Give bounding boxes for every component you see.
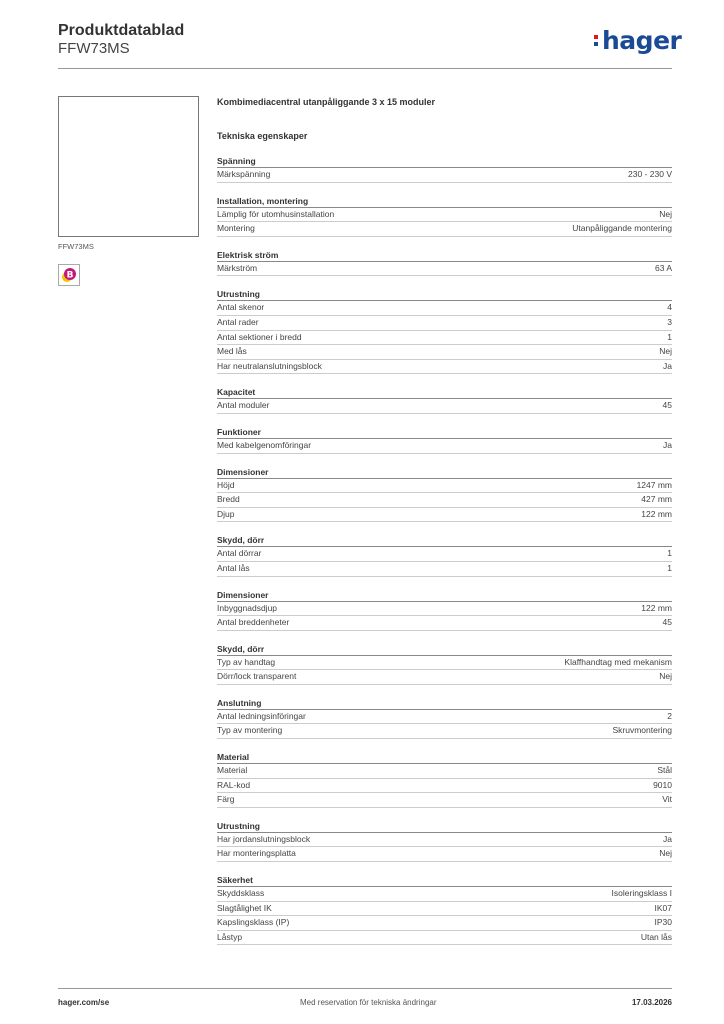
spec-value: IK07: [654, 902, 672, 913]
spec-label: Med kabelgenomföringar: [217, 439, 312, 450]
section-title: Elektrisk ström: [217, 249, 672, 262]
spec-sections: [217, 155, 672, 945]
spec-row: [217, 616, 672, 631]
spec-value: 63 A: [654, 262, 672, 273]
spec-section: [217, 589, 672, 631]
spec-value: Nej: [659, 208, 672, 219]
b-label-badge-icon: [58, 264, 80, 286]
section-title: Skydd, dörr: [217, 643, 672, 656]
spec-label: Inbyggnadsdjup: [217, 602, 278, 613]
spec-value: 2: [667, 710, 672, 721]
spec-section: [217, 751, 672, 808]
spec-row: [217, 360, 672, 375]
section-title: Kapacitet: [217, 386, 672, 399]
spec-label: Typ av handtag: [217, 656, 276, 667]
spec-value: 122 mm: [641, 508, 672, 519]
spec-label: Antal skenor: [217, 302, 265, 313]
spec-label: Har jordanslutningsblock: [217, 833, 311, 844]
spec-row: [217, 301, 672, 316]
spec-value: Klaffhandtag med mekanism: [564, 656, 672, 667]
spec-value: Nej: [659, 671, 672, 682]
spec-row: [217, 316, 672, 331]
section-title: Utrustning: [217, 820, 672, 833]
footer-disclaimer: Med reservation för tekniska ändringar: [300, 998, 437, 1007]
spec-row: [217, 562, 672, 577]
section-title: Dimensioner: [217, 589, 672, 602]
spec-label: RAL-kod: [217, 779, 251, 790]
section-title: Material: [217, 751, 672, 764]
spec-row: [217, 902, 672, 917]
spec-label: Montering: [217, 223, 255, 234]
spec-label: Höjd: [217, 479, 235, 490]
spec-label: Med lås: [217, 346, 247, 357]
spec-value: 1247 mm: [636, 479, 672, 490]
spec-row: [217, 439, 672, 454]
footer-date: 17.03.2026: [631, 998, 672, 1007]
spec-label: Märkspänning: [217, 169, 271, 179]
spec-label: Kapslingsklass (IP): [217, 917, 290, 928]
spec-row: [217, 508, 672, 523]
spec-value: 4: [667, 302, 672, 313]
datasheet-content: [217, 95, 672, 945]
spec-row: [217, 724, 672, 739]
spec-label: Antal sektioner i bredd: [217, 331, 302, 342]
spec-row: [217, 656, 672, 671]
spec-label: Antal breddenheter: [217, 617, 290, 628]
spec-row: [217, 764, 672, 779]
spec-value: 427 mm: [641, 494, 672, 505]
spec-section: [217, 249, 672, 277]
section-title: Skydd, dörr: [217, 534, 672, 547]
spec-value: 45: [662, 400, 672, 411]
spec-value: Vit: [662, 794, 672, 805]
spec-value: Nej: [659, 346, 672, 357]
spec-row: [217, 847, 672, 862]
spec-label: Låstyp: [217, 931, 243, 942]
spec-row: [217, 602, 672, 617]
logo-text: hager: [602, 26, 682, 55]
spec-row: [217, 887, 672, 902]
spec-value: Ja: [663, 360, 672, 371]
image-caption: FFW73MS: [58, 242, 94, 251]
spec-row: [217, 222, 672, 237]
spec-value: 230 - 230 V: [628, 169, 672, 179]
spec-row: [217, 916, 672, 931]
spec-label: Slagtålighet IK: [217, 902, 272, 913]
spec-row: [217, 710, 672, 725]
section-title: Funktioner: [217, 426, 672, 439]
spec-label: Färg: [217, 794, 235, 805]
spec-label: Antal dörrar: [217, 548, 262, 559]
spec-value: 1: [667, 548, 672, 559]
spec-row: [217, 331, 672, 346]
logo-dots-icon: [594, 35, 600, 46]
footer-divider: [58, 988, 672, 989]
spec-row: [217, 262, 672, 277]
spec-label: Antal ledningsinföringar: [217, 710, 306, 721]
spec-row: [217, 168, 672, 183]
spec-section: [217, 426, 672, 454]
spec-section: [217, 466, 672, 523]
tech-specs-title: Tekniska egenskaper: [217, 131, 308, 141]
spec-label: Dörr/lock transparent: [217, 671, 297, 682]
spec-value: IP30: [654, 917, 672, 928]
section-title: Utrustning: [217, 288, 672, 301]
spec-row: [217, 931, 672, 946]
spec-row: [217, 833, 672, 848]
spec-label: Lämplig för utomhusinstallation: [217, 208, 335, 219]
spec-section: [217, 643, 672, 685]
spec-section: [217, 874, 672, 945]
spec-label: Skyddsklass: [217, 888, 265, 899]
spec-section: [217, 534, 672, 576]
spec-value: 122 mm: [641, 602, 672, 613]
spec-label: Märkström: [217, 262, 258, 273]
spec-label: Bredd: [217, 494, 240, 505]
spec-value: Ja: [663, 833, 672, 844]
spec-label: Antal lås: [217, 562, 250, 573]
section-title: Anslutning: [217, 697, 672, 710]
spec-value: 1: [667, 331, 672, 342]
spec-label: Antal rader: [217, 316, 259, 327]
product-name: Kombimediacentral utanpåliggande 3 x 15 moduler: [217, 97, 436, 107]
spec-value: 9010: [653, 779, 672, 790]
spec-row: [217, 399, 672, 414]
hager-logo[interactable]: [594, 28, 681, 53]
section-title: Dimensioner: [217, 466, 672, 479]
spec-row: [217, 793, 672, 808]
spec-label: Antal moduler: [217, 400, 270, 411]
spec-section: [217, 155, 672, 183]
spec-value: Isoleringsklass I: [611, 888, 672, 899]
spec-value: Utan lås: [640, 931, 672, 942]
spec-label: Typ av montering: [217, 725, 283, 736]
spec-section: [217, 697, 672, 739]
spec-value: 1: [667, 562, 672, 573]
header-divider: [58, 68, 672, 69]
spec-value: Utanpåliggande montering: [572, 223, 672, 234]
spec-row: [217, 345, 672, 360]
spec-section: [217, 195, 672, 237]
svg-text:B: B: [66, 270, 74, 281]
section-title: Säkerhet: [217, 874, 672, 887]
page-title: Produktdatablad: [58, 22, 185, 39]
spec-section: [217, 386, 672, 414]
section-title: Spänning: [217, 155, 672, 168]
spec-label: Har neutralanslutningsblock: [217, 360, 322, 371]
product-code: FFW73MS: [58, 40, 130, 57]
footer-website-link[interactable]: hager.com/se: [58, 998, 110, 1007]
spec-label: Djup: [217, 508, 235, 519]
spec-row: [217, 208, 672, 223]
spec-label: Har monteringsplatta: [217, 848, 296, 859]
spec-value: 3: [667, 316, 672, 327]
spec-value: Stål: [657, 765, 672, 776]
spec-row: [217, 493, 672, 508]
section-title: Installation, montering: [217, 195, 672, 208]
spec-row: [217, 779, 672, 794]
spec-value: 45: [662, 617, 672, 628]
spec-row: [217, 670, 672, 685]
spec-value: Nej: [659, 848, 672, 859]
spec-row: [217, 479, 672, 494]
spec-row: [217, 547, 672, 562]
product-image-placeholder: [58, 96, 199, 237]
spec-value: Ja: [663, 439, 672, 450]
spec-label: Material: [217, 765, 248, 776]
spec-section: [217, 288, 672, 374]
spec-section: [217, 820, 672, 862]
spec-value: Skruvmontering: [612, 725, 672, 736]
